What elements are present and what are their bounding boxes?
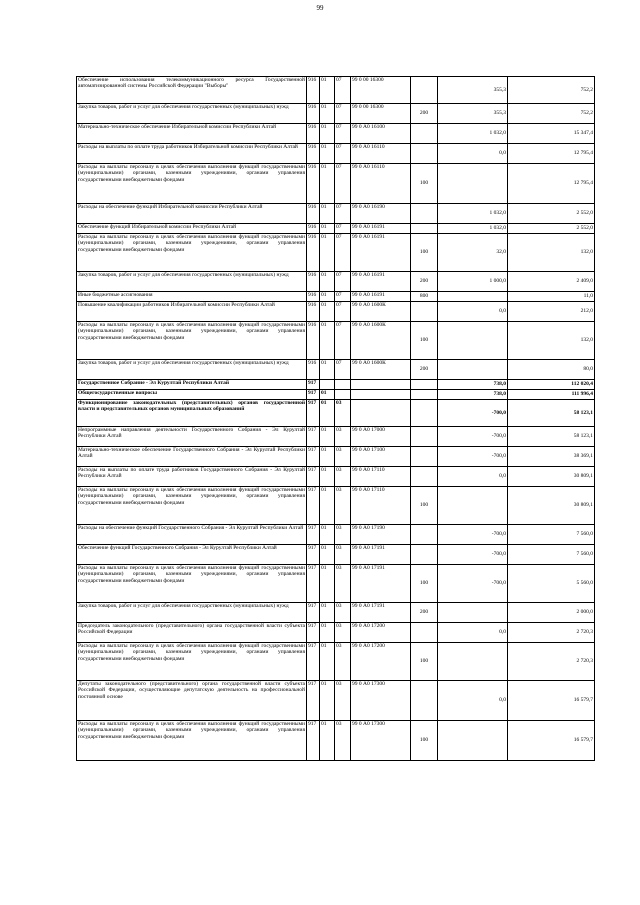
row-csr-cell: 99 0 А0 16191 — [351, 272, 411, 292]
row-total-cell: 2 552,0 — [508, 204, 595, 224]
row-total-cell: 80,0 — [508, 360, 595, 380]
row-name-cell: Функционирование законодательных (представительных) органов государственной власти и представительных органов муниципальных образований — [77, 400, 307, 427]
table-row — [77, 487, 595, 525]
page-number: 99 — [316, 4, 324, 12]
row-vr-cell — [411, 77, 438, 104]
row-vr-cell — [411, 427, 438, 447]
table-row — [77, 390, 595, 400]
row-pr-cell: 03 — [335, 565, 351, 603]
row-vr-cell: 100 — [411, 322, 438, 360]
budget-table — [76, 76, 595, 761]
row-gr-cell: 916 — [307, 322, 320, 360]
row-total-cell: 212,0 — [508, 302, 595, 322]
row-rz-cell: 01 — [320, 322, 335, 360]
row-total-cell: 752,2 — [508, 77, 595, 104]
row-csr-cell: 99 0 А0 17191 — [351, 603, 411, 623]
row-pr-cell: 07 — [335, 302, 351, 322]
row-rz-cell: 01 — [320, 427, 335, 447]
row-vr-cell — [411, 467, 438, 487]
row-csr-cell: 99 0 А0 1600К — [351, 302, 411, 322]
table-row — [77, 204, 595, 224]
row-gr-cell: 917 — [307, 427, 320, 447]
row-name-cell: Расходы на обеспечение функций Избирательной комиссии Республики Алтай — [77, 204, 307, 224]
row-change-cell — [438, 643, 508, 681]
row-change-cell: 0,0 — [438, 623, 508, 643]
row-rz-cell: 01 — [320, 104, 335, 124]
row-csr-cell: 99 0 А0 16110 — [351, 144, 411, 164]
row-vr-cell: 100 — [411, 487, 438, 525]
row-name-cell: Закупка товаров, работ и услуг для обеспечения государственных (муниципальных) нужд — [77, 272, 307, 292]
row-total-cell: 16 579,7 — [508, 681, 595, 721]
row-pr-cell: 07 — [335, 204, 351, 224]
row-name-cell: Обеспечение использования телекоммуникационного ресурса Государственной автоматизированной системы Российской Федерации "Выборы" — [77, 77, 307, 104]
row-csr-cell: 99 0 А0 17191 — [351, 545, 411, 565]
row-csr-cell: 99 0 А0 17191 — [351, 565, 411, 603]
row-change-cell: 0,0 — [438, 681, 508, 721]
row-gr-cell: 917 — [307, 487, 320, 525]
table-row — [77, 380, 595, 390]
table-row — [77, 721, 595, 761]
row-total-cell: 2 000,0 — [508, 603, 595, 623]
row-pr-cell: 07 — [335, 360, 351, 380]
row-rz-cell: 01 — [320, 224, 335, 234]
row-change-cell: 355,3 — [438, 77, 508, 104]
row-csr-cell: 99 0 00 16300 — [351, 104, 411, 124]
table-row — [77, 104, 595, 124]
table-row — [77, 525, 595, 545]
row-vr-cell: 200 — [411, 360, 438, 380]
row-name-cell: Депутаты законодательного (представительного) органа государственной власти субъекта Российской Федерации, осуществляющие депутатскую деятельность на профессиональной постоянной основе — [77, 681, 307, 721]
table-row — [77, 144, 595, 164]
row-rz-cell: 01 — [320, 400, 335, 427]
row-name-cell: Расходы на выплаты персоналу в целях обеспечения выполнения функций государственными (муниципальными) органами, казенными учреждениями, органами управления государственными внебюджетными фондами — [77, 643, 307, 681]
row-pr-cell: 07 — [335, 272, 351, 292]
row-rz-cell: 01 — [320, 623, 335, 643]
table-row — [77, 234, 595, 272]
row-vr-cell — [411, 224, 438, 234]
row-name-cell: Председатель законодательного (представительного) органа государственной власти субъекта Российской Федерации — [77, 623, 307, 643]
row-vr-cell — [411, 204, 438, 224]
row-pr-cell — [335, 390, 351, 400]
row-csr-cell — [351, 380, 411, 390]
row-csr-cell: 99 0 А0 17110 — [351, 487, 411, 525]
row-vr-cell — [411, 525, 438, 545]
row-rz-cell: 01 — [320, 643, 335, 681]
row-name-cell: Расходы на выплаты персоналу в целях обеспечения выполнения функций государственными (муниципальными) органами, казенными учреждениями, органами управления государственными внебюджетными фондами — [77, 565, 307, 603]
row-rz-cell: 01 — [320, 124, 335, 144]
row-csr-cell: 99 0 А0 17110 — [351, 467, 411, 487]
row-pr-cell: 07 — [335, 124, 351, 144]
table-row — [77, 124, 595, 144]
row-csr-cell: 99 0 А0 17190 — [351, 525, 411, 545]
row-pr-cell: 03 — [335, 447, 351, 467]
row-rz-cell: 01 — [320, 302, 335, 322]
row-pr-cell: 07 — [335, 104, 351, 124]
row-vr-cell: 100 — [411, 234, 438, 272]
row-change-cell: 0,0 — [438, 144, 508, 164]
row-change-cell — [438, 360, 508, 380]
row-vr-cell — [411, 400, 438, 427]
row-gr-cell: 916 — [307, 302, 320, 322]
row-name-cell: Расходы на выплаты персоналу в целях обеспечения выполнения функций государственными (муниципальными) органами, казенными учреждениями, органами управления государственными внебюджетными фондами — [77, 164, 307, 204]
row-rz-cell: 01 — [320, 164, 335, 204]
row-rz-cell: 01 — [320, 77, 335, 104]
row-rz-cell: 01 — [320, 234, 335, 272]
row-vr-cell — [411, 390, 438, 400]
row-vr-cell: 200 — [411, 272, 438, 292]
row-change-cell — [438, 322, 508, 360]
row-name-cell: Обеспечение функций Избирательной комиссии Республики Алтай — [77, 224, 307, 234]
row-pr-cell: 03 — [335, 721, 351, 761]
row-gr-cell: 916 — [307, 124, 320, 144]
row-pr-cell: 07 — [335, 322, 351, 360]
table-row — [77, 681, 595, 721]
row-rz-cell: 01 — [320, 487, 335, 525]
row-gr-cell: 916 — [307, 224, 320, 234]
row-gr-cell: 917 — [307, 721, 320, 761]
row-csr-cell: 99 0 А0 17200 — [351, 623, 411, 643]
row-gr-cell: 917 — [307, 390, 320, 400]
table-row — [77, 427, 595, 447]
row-gr-cell: 917 — [307, 545, 320, 565]
row-name-cell: Обеспечение функций Государственного Собрания - Эл Курултай Республики Алтай — [77, 545, 307, 565]
row-pr-cell: 03 — [335, 400, 351, 427]
row-csr-cell: 99 0 А0 16191 — [351, 292, 411, 302]
row-csr-cell: 99 0 А0 16191 — [351, 234, 411, 272]
row-name-cell: Материально-техническое обеспечение Избирательной комиссии Республики Алтай — [77, 124, 307, 144]
row-rz-cell: 01 — [320, 360, 335, 380]
row-change-cell: -700,0 — [438, 565, 508, 603]
row-total-cell: 5 560,0 — [508, 565, 595, 603]
row-vr-cell — [411, 681, 438, 721]
row-gr-cell: 917 — [307, 467, 320, 487]
row-change-cell — [438, 487, 508, 525]
budget-table-body — [77, 77, 595, 761]
row-csr-cell — [351, 400, 411, 427]
row-gr-cell: 917 — [307, 623, 320, 643]
row-change-cell: 738,0 — [438, 390, 508, 400]
row-name-cell: Государственное Собрание - Эл Курултай Республики Алтай — [77, 380, 307, 390]
row-total-cell: 112 020,4 — [508, 380, 595, 390]
table-row — [77, 447, 595, 467]
row-change-cell: 738,0 — [438, 380, 508, 390]
row-rz-cell: 01 — [320, 565, 335, 603]
table-row — [77, 322, 595, 360]
row-pr-cell: 07 — [335, 224, 351, 234]
row-name-cell: Повышение квалификации работников Избирательной комиссии Республики Алтай — [77, 302, 307, 322]
row-rz-cell: 01 — [320, 204, 335, 224]
row-change-cell — [438, 164, 508, 204]
row-change-cell: 1 032,0 — [438, 124, 508, 144]
row-csr-cell: 99 0 00 16300 — [351, 77, 411, 104]
row-gr-cell: 917 — [307, 447, 320, 467]
row-name-cell: Расходы на выплаты персоналу в целях обеспечения выполнения функций государственными (муниципальными) органами, казенными учреждениями, органами управления государственными внебюджетными фондами — [77, 721, 307, 761]
row-total-cell: 12 795,4 — [508, 144, 595, 164]
row-name-cell: Расходы на выплаты по оплате труда работников Избирательной комиссии Республики Алтай — [77, 144, 307, 164]
row-gr-cell: 917 — [307, 400, 320, 427]
row-pr-cell: 03 — [335, 525, 351, 545]
row-vr-cell — [411, 144, 438, 164]
row-vr-cell: 200 — [411, 603, 438, 623]
row-total-cell: 7 560,0 — [508, 545, 595, 565]
row-gr-cell: 917 — [307, 681, 320, 721]
row-pr-cell: 03 — [335, 643, 351, 681]
row-change-cell: 355,3 — [438, 104, 508, 124]
row-pr-cell: 03 — [335, 623, 351, 643]
row-name-cell: Материально-техническое обеспечение Государственного Собрания - Эл Курултай Республики Алтай — [77, 447, 307, 467]
table-row — [77, 400, 595, 427]
row-csr-cell: 99 0 А0 17000 — [351, 427, 411, 447]
row-change-cell: 1 000,0 — [438, 272, 508, 292]
row-name-cell: Закупка товаров, работ и услуг для обеспечения государственных (муниципальных) нужд — [77, 603, 307, 623]
table-row — [77, 565, 595, 603]
row-pr-cell: 03 — [335, 681, 351, 721]
row-csr-cell: 99 0 А0 16190 — [351, 204, 411, 224]
row-name-cell: Расходы на выплаты персоналу в целях обеспечения выполнения функций государственными (муниципальными) органами, казенными учреждениями, органами управления государственными внебюджетными фондами — [77, 322, 307, 360]
row-vr-cell: 200 — [411, 104, 438, 124]
row-pr-cell: 03 — [335, 427, 351, 447]
row-vr-cell — [411, 447, 438, 467]
row-total-cell: 2 720,3 — [508, 643, 595, 681]
row-vr-cell — [411, 623, 438, 643]
row-total-cell: 2 720,3 — [508, 623, 595, 643]
row-total-cell: 752,2 — [508, 104, 595, 124]
row-change-cell — [438, 603, 508, 623]
row-total-cell: 15 347,4 — [508, 124, 595, 144]
row-rz-cell: 01 — [320, 467, 335, 487]
row-change-cell: 32,0 — [438, 234, 508, 272]
row-rz-cell: 01 — [320, 525, 335, 545]
row-pr-cell: 07 — [335, 164, 351, 204]
row-pr-cell: 07 — [335, 144, 351, 164]
row-change-cell: 1 032,0 — [438, 224, 508, 234]
row-vr-cell — [411, 545, 438, 565]
row-rz-cell: 01 — [320, 144, 335, 164]
row-rz-cell: 01 — [320, 681, 335, 721]
row-gr-cell: 917 — [307, 380, 320, 390]
row-csr-cell: 99 0 А0 16110 — [351, 164, 411, 204]
table-row — [77, 272, 595, 292]
table-row — [77, 643, 595, 681]
row-rz-cell: 01 — [320, 447, 335, 467]
row-vr-cell: 100 — [411, 164, 438, 204]
row-vr-cell: 100 — [411, 643, 438, 681]
row-csr-cell: 99 0 А0 17300 — [351, 681, 411, 721]
row-vr-cell — [411, 302, 438, 322]
row-total-cell: 16 579,7 — [508, 721, 595, 761]
row-name-cell: Общегосударственные вопросы — [77, 390, 307, 400]
row-rz-cell: 01 — [320, 545, 335, 565]
row-name-cell: Закупка товаров, работ и услуг для обеспечения государственных (муниципальных) нужд — [77, 104, 307, 124]
row-gr-cell: 917 — [307, 603, 320, 623]
row-gr-cell: 917 — [307, 643, 320, 681]
row-total-cell: 38 369,1 — [508, 447, 595, 467]
row-total-cell: 58 123,1 — [508, 427, 595, 447]
row-change-cell — [438, 721, 508, 761]
table-row — [77, 164, 595, 204]
row-csr-cell — [351, 390, 411, 400]
row-rz-cell: 01 — [320, 292, 335, 302]
row-total-cell: 132,0 — [508, 234, 595, 272]
row-name-cell: Непрограммные направления деятельности Государственного Собрания - Эл Курултай Республики Алтай — [77, 427, 307, 447]
table-row — [77, 545, 595, 565]
row-name-cell: Расходы на выплаты персоналу в целях обеспечения выполнения функций государственными (муниципальными) органами, казенными учреждениями, органами управления государственными внебюджетными фондами — [77, 234, 307, 272]
row-total-cell: 11,0 — [508, 292, 595, 302]
row-pr-cell: 03 — [335, 467, 351, 487]
row-change-cell: 1 032,0 — [438, 204, 508, 224]
row-csr-cell: 99 0 А0 17200 — [351, 643, 411, 681]
row-gr-cell: 917 — [307, 525, 320, 545]
row-change-cell: -700,0 — [438, 525, 508, 545]
row-vr-cell — [411, 124, 438, 144]
row-pr-cell: 07 — [335, 292, 351, 302]
row-change-cell: -700,0 — [438, 427, 508, 447]
row-pr-cell: 03 — [335, 487, 351, 525]
row-gr-cell: 916 — [307, 292, 320, 302]
row-vr-cell: 800 — [411, 292, 438, 302]
row-pr-cell: 07 — [335, 234, 351, 272]
row-total-cell: 7 560,0 — [508, 525, 595, 545]
row-csr-cell: 99 0 А0 16100 — [351, 124, 411, 144]
row-rz-cell: 01 — [320, 603, 335, 623]
row-vr-cell: 100 — [411, 721, 438, 761]
row-gr-cell: 916 — [307, 272, 320, 292]
row-gr-cell: 916 — [307, 360, 320, 380]
row-name-cell: Расходы на обеспечение функций Государственного Собрания - Эл Курултай Республики Алтай — [77, 525, 307, 545]
table-row — [77, 224, 595, 234]
row-total-cell: 2 409,0 — [508, 272, 595, 292]
row-total-cell: 111 996,4 — [508, 390, 595, 400]
table-row — [77, 302, 595, 322]
row-gr-cell: 916 — [307, 77, 320, 104]
row-vr-cell — [411, 380, 438, 390]
row-total-cell: 30 809,1 — [508, 487, 595, 525]
row-name-cell: Расходы на выплаты по оплате труда работников Государственного Собрания - Эл Курултай Республики Алтай — [77, 467, 307, 487]
row-total-cell: 2 552,0 — [508, 224, 595, 234]
row-change-cell: 0,0 — [438, 467, 508, 487]
row-change-cell: -700,0 — [438, 400, 508, 427]
row-gr-cell: 916 — [307, 144, 320, 164]
table-row — [77, 603, 595, 623]
table-row — [77, 77, 595, 104]
row-csr-cell: 99 0 А0 17100 — [351, 447, 411, 467]
row-change-cell — [438, 292, 508, 302]
row-total-cell: 30 809,1 — [508, 467, 595, 487]
row-pr-cell: 07 — [335, 77, 351, 104]
row-name-cell: Расходы на выплаты персоналу в целях обеспечения выполнения функций государственными (муниципальными) органами, казенными учреждениями, органами управления государственными внебюджетными фондами — [77, 487, 307, 525]
row-rz-cell — [320, 380, 335, 390]
row-name-cell: Иные бюджетные ассигнования — [77, 292, 307, 302]
row-gr-cell: 916 — [307, 204, 320, 224]
row-csr-cell: 99 0 А0 1600К — [351, 360, 411, 380]
row-pr-cell: 03 — [335, 545, 351, 565]
row-name-cell: Закупка товаров, работ и услуг для обеспечения государственных (муниципальных) нужд — [77, 360, 307, 380]
table-row — [77, 292, 595, 302]
row-gr-cell: 916 — [307, 104, 320, 124]
row-total-cell: 12 795,4 — [508, 164, 595, 204]
row-rz-cell: 01 — [320, 721, 335, 761]
table-row — [77, 467, 595, 487]
row-rz-cell: 01 — [320, 272, 335, 292]
row-pr-cell: 03 — [335, 603, 351, 623]
row-rz-cell: 01 — [320, 390, 335, 400]
row-change-cell: 0,0 — [438, 302, 508, 322]
table-row — [77, 623, 595, 643]
row-gr-cell: 916 — [307, 234, 320, 272]
row-total-cell: 132,0 — [508, 322, 595, 360]
row-csr-cell: 99 0 А0 17300 — [351, 721, 411, 761]
row-vr-cell: 100 — [411, 565, 438, 603]
row-csr-cell: 99 0 А0 1600К — [351, 322, 411, 360]
row-gr-cell: 916 — [307, 164, 320, 204]
row-total-cell: 58 123,1 — [508, 400, 595, 427]
row-gr-cell: 917 — [307, 565, 320, 603]
row-change-cell: -700,0 — [438, 447, 508, 467]
row-csr-cell: 99 0 А0 16191 — [351, 224, 411, 234]
row-change-cell: -700,0 — [438, 545, 508, 565]
table-row — [77, 360, 595, 380]
row-pr-cell — [335, 380, 351, 390]
